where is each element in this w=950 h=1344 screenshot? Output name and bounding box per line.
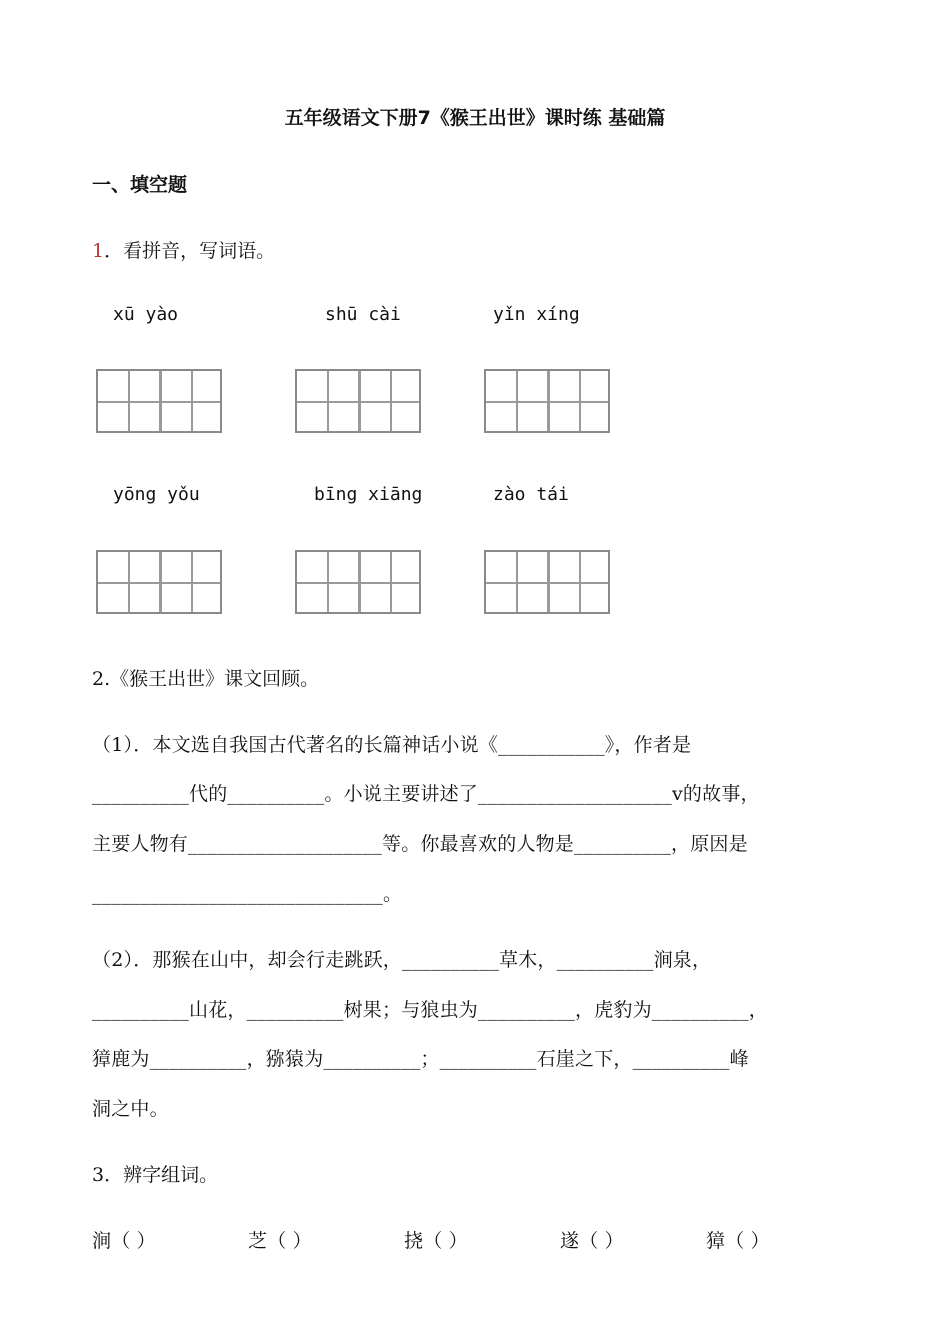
writing-grid-5[interactable] [295,550,421,614]
question-2-p1-line-4: ______________________________。 [92,883,403,905]
word-item-5: 獐（ ） [706,1230,770,1252]
word-item-3: 挠（ ） [404,1230,468,1252]
question-1 [92,236,275,263]
writing-grid-4[interactable] [96,550,222,614]
writing-grid-1[interactable] [96,369,222,433]
writing-grid-3[interactable] [484,369,610,433]
question-3-title: 3．辨字组词。 [92,1164,219,1186]
page-title: 五年级语文下册7《猴王出世》课时练 基础篇 [284,107,666,129]
writing-grid-6[interactable] [484,550,610,614]
question-2-p1-line-2: __________代的__________。小说主要讲述了____________________v的故事， [92,783,760,805]
question-2-p2-line-1: （2）．那猴在山中，却会行走跳跃，__________草木，__________涧泉， [92,949,712,971]
word-item-4: 遂（ ） [560,1230,624,1252]
question-2-p2-line-3: 獐鹿为__________，猕猿为__________；__________石崖之下，__________峰 [92,1048,749,1070]
word-item-1: 涧（ ） [92,1230,156,1252]
question-1-text: ．看拼音，写词语。 [104,240,276,262]
writing-grid-2[interactable] [295,369,421,433]
pinyin-3: yǐn xíng [493,304,580,325]
section-heading: 一、填空题 [92,174,188,196]
word-item-2: 芝（ ） [248,1230,312,1252]
pinyin-5: bīng xiāng [314,484,423,505]
question-number: 1 [92,240,105,262]
question-2-p2-line-4: 洞之中。 [92,1098,169,1120]
question-2-p1-line-3: 主要人物有____________________等。你最喜欢的人物是__________，原因是 [92,833,748,855]
pinyin-6: zào tái [493,484,569,505]
pinyin-2: shū cài [325,304,401,325]
pinyin-1: xū yào [113,304,179,325]
question-2-p2-line-2: __________山花，__________树果；与狼虫为__________，虎豹为__________， [92,999,769,1021]
question-2-title: 2.《猴王出世》课文回顾。 [92,668,320,690]
question-2-p1-line-1: （1）．本文选自我国古代著名的长篇神话小说《___________》，作者是 [92,734,692,756]
pinyin-4: yōng yǒu [113,484,200,505]
